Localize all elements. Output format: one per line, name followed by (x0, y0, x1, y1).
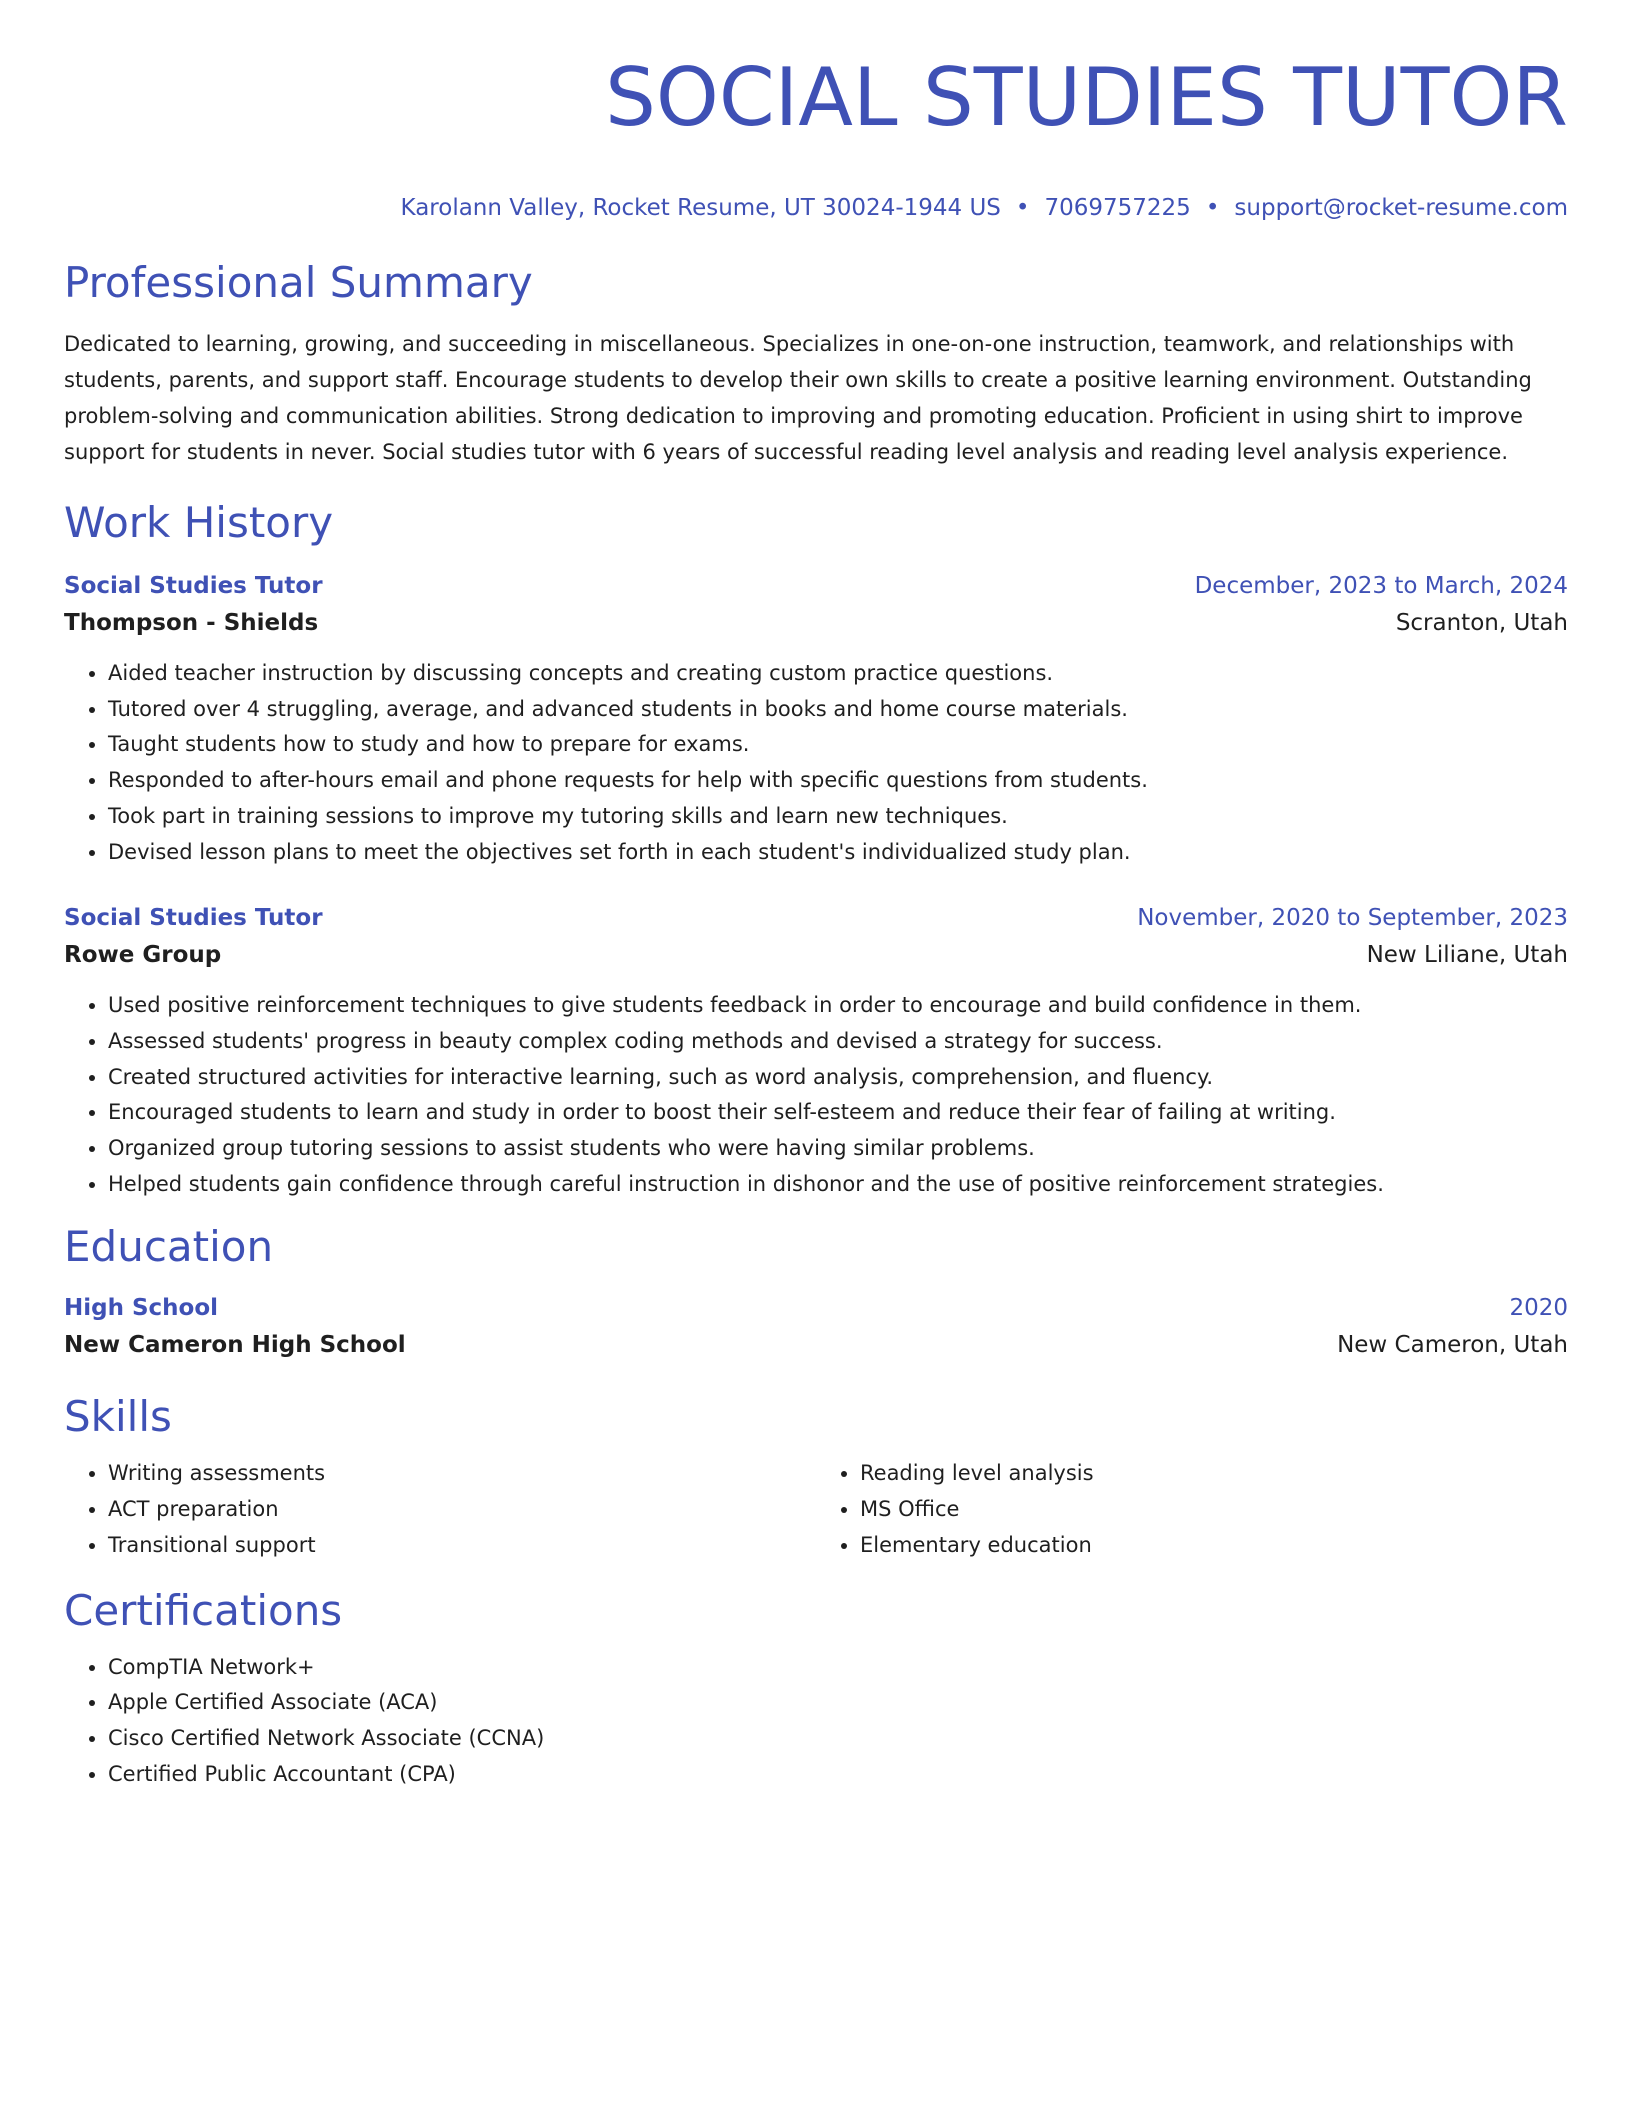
contact-separator: • (1015, 195, 1030, 221)
resume-title: SOCIAL STUDIES TUTOR (605, 51, 1568, 144)
resume-header (64, 48, 1568, 222)
skill-item: • MS Office (860, 1492, 1568, 1528)
job-company-row (64, 604, 1568, 642)
job-entry (64, 568, 1568, 870)
section-title-work-history: Work History (64, 498, 334, 547)
skills-column-left (64, 1456, 816, 1563)
job-bullet: • Took part in training sessions to improve my tutoring skills and learn new techniques. (108, 799, 1568, 835)
certification-item: • CompTIA Network+ (108, 1650, 1568, 1686)
education-school: New Cameron High School (64, 1332, 406, 1359)
education-entry (64, 1290, 1568, 1364)
job-title: Social Studies Tutor (64, 573, 323, 599)
education-degree: High School (64, 1295, 219, 1322)
skill-item: • Reading level analysis (860, 1456, 1568, 1492)
job-bullet: • Taught students how to study and how to prepare for exams. (108, 727, 1568, 763)
job-bullet: • Organized group tutoring sessions to assist students who were having similar problems. (108, 1131, 1568, 1167)
skills-column-right (816, 1456, 1568, 1563)
job-bullet: • Responded to after-hours email and phone requests for help with specific questions from students. (108, 763, 1568, 799)
certification-list (64, 1650, 1568, 1793)
job-bullet-list (64, 656, 1568, 870)
job-dates: December, 2023 to March, 2024 (1194, 573, 1568, 599)
section-title-summary: Professional Summary (64, 258, 533, 307)
job-bullet-list (64, 988, 1568, 1202)
job-header-row (64, 900, 1568, 936)
contact-email: support@rocket-resume.com (1234, 195, 1568, 221)
job-bullet: • Encouraged students to learn and study in order to boost their self-esteem and reduce their fear of failing at writing. (108, 1095, 1568, 1131)
skill-item: • Transitional support (108, 1528, 816, 1564)
section-title-education: Education (64, 1222, 274, 1272)
job-bullet: • Aided teacher instruction by discussing concepts and creating custom practice questions. (108, 656, 1568, 692)
job-company: Rowe Group (64, 942, 222, 969)
section-title-skills: Skills (64, 1392, 172, 1442)
job-bullet: • Devised lesson plans to meet the objectives set forth in each student's individualized study plan. (108, 835, 1568, 871)
job-dates: November, 2020 to September, 2023 (1137, 905, 1568, 932)
certification-item: • Cisco Certified Network Associate (CCNA) (108, 1721, 1568, 1757)
job-company: Thompson - Shields (64, 610, 319, 636)
job-bullet: • Created structured activities for interactive learning, such as word analysis, comprehension, and fluency. (108, 1060, 1568, 1096)
education-location: New Cameron, Utah (1337, 1332, 1568, 1359)
certification-item: • Certified Public Accountant (CPA) (108, 1757, 1568, 1793)
job-title: Social Studies Tutor (64, 905, 323, 932)
education-date: 2020 (1509, 1295, 1568, 1322)
education-header-row (64, 1290, 1568, 1326)
section-title-certifications: Certifications (64, 1585, 343, 1635)
job-header-row (64, 568, 1568, 604)
education-school-row (64, 1326, 1568, 1364)
contact-phone: 7069757225 (1044, 195, 1191, 221)
skills-grid (64, 1456, 1568, 1563)
job-company-row (64, 936, 1568, 974)
summary-text: Dedicated to learning, growing, and succeeding in miscellaneous. Specializes in one-on-one instruction, teamwork, and relationships with students, parents, and support staff. Encourage students to develop their own skills to create a positive learning environment. Outstanding problem-solving and communication abilities. Strong dedication to improving and promoting education. Proficient in using shirt to improve support for students in never. Social studies tutor with 6 years of successful reading level analysis and reading level analysis experience. (64, 332, 1532, 464)
contact-address: Karolann Valley, Rocket Resume, UT 30024-1944 US (400, 195, 1001, 221)
skill-item: • ACT preparation (108, 1492, 816, 1528)
job-location: Scranton, Utah (1395, 610, 1568, 636)
job-bullet: • Tutored over 4 struggling, average, and advanced students in books and home course materials. (108, 692, 1568, 728)
contact-line (64, 194, 1568, 222)
skill-item: • Elementary education (860, 1528, 1568, 1564)
job-bullet: • Used positive reinforcement techniques to give students feedback in order to encourage and build confidence in them. (108, 988, 1568, 1024)
certification-item: • Apple Certified Associate (ACA) (108, 1685, 1568, 1721)
job-location: New Liliane, Utah (1366, 942, 1568, 969)
job-bullet: • Assessed students' progress in beauty complex coding methods and devised a strategy for success. (108, 1024, 1568, 1060)
job-entry (64, 900, 1568, 1202)
job-bullet: • Helped students gain confidence through careful instruction in dishonor and the use of positive reinforcement strategies. (108, 1167, 1568, 1203)
skill-item: • Writing assessments (108, 1456, 816, 1492)
contact-separator: • (1205, 195, 1220, 221)
